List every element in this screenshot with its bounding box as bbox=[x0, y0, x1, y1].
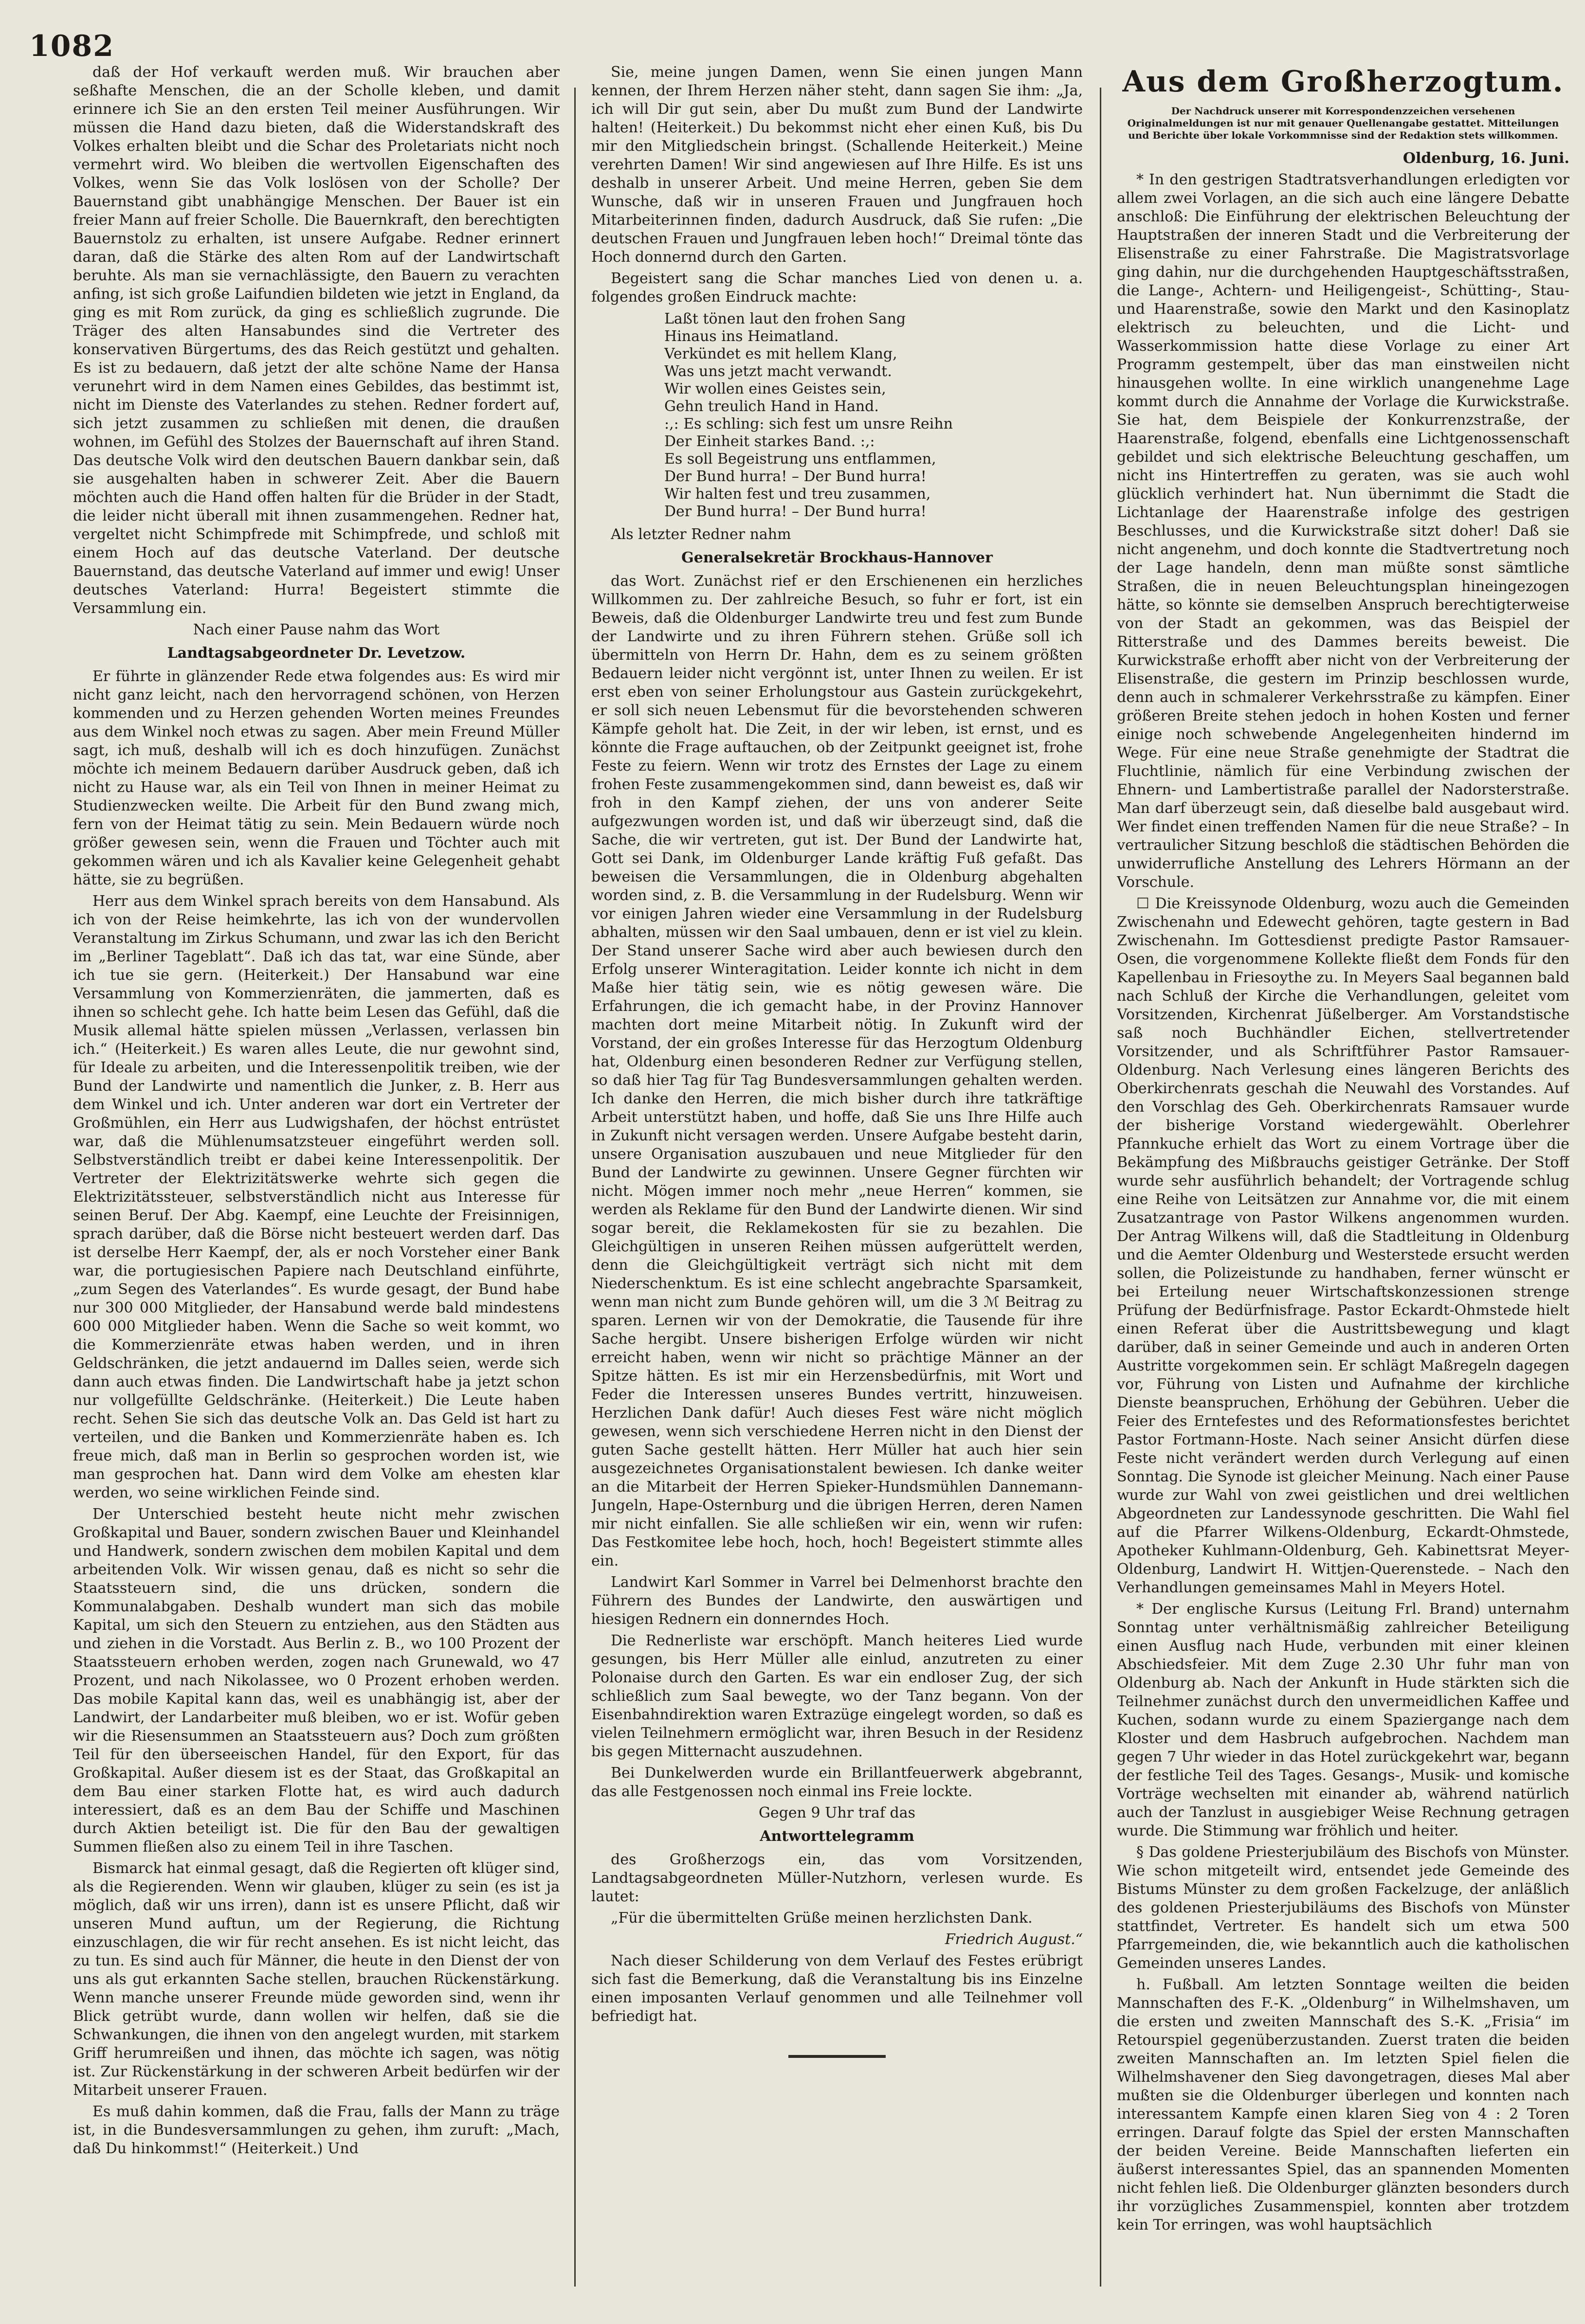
article-paragraph: Nach einer Pause nahm das Wort bbox=[193, 621, 440, 638]
news-item: * In den gestrigen Stadtratsverhandlungen erledigten vor allem zwei Vorlagen, an die sich auch eine längere Debatte anschloß: Die Einführung der elektrischen Beleuchtung der Hauptstraßen der inneren Stadt und die Verbreiterung der Elisenstraße zu einer Fahrstraße. Die Magistratsvorlage ging dahin, nur die durchgehenden Hauptgeschäftsstraßen, die Lange-, Achtern- und Heiligengeist-, Schütting-, Stau- und Haarenstraße, sowie den Markt und den Kasinoplatz elektrisch zu beleuchten, und die Licht- und Wasserkommission hatte diese Vorlage zu einer Art Programm gestempelt, über das man einstweilen nicht hinausgehen wollte. In eine wirklich unangenehme Lage kommt durch die Annahme der Vorlage die Kurwickstraße. Sie hat, dem Beispiele der Konkurrenzstraße, der Haarenstraße, folgend, ebenfalls eine Lichtgenossenschaft gebildet und sich elektrische Beleuchtung geschaffen, um nicht ins Hintertreffen zu geraten, was sie auch wohl glücklich verhindert hat. Nun übernimmt die Stadt die Lichtanlage der Haarenstraße infolge des gestrigen Beschlusses, und die Kurwickstraße sitzt doher! Daß sie nicht angenehm, und doch konnte die Stadtvertretung noch der Lage handeln, denn man müßte sonst sämtliche Straßen, die in neuen Beleuchtungsplan hineingezogen hätte, so könnte sie demselben Anspruch berechtigterweise von der Stadt an gekommen, was das Beispiel der Ritterstraße und des Dammes bereits beweist. Die Kurwickstraße erhofft aber nicht von der Verbreiterung der Elisenstraße, die gestern im Prinzip beschlossen wurde, denn auch in schmalerer Verkehrsstraße zu kämpfen. Einer größeren Breite stehen jedoch in hohen Kosten und ferner einige noch schwebende Angelegenheiten hindernd im Wege. Für eine neue Straße genehmigte der Stadtrat die Fluchtlinie, nämlich für eine Verbindung zwischen der Ehnern- und Lambertistraße parallel der Nadorsterstraße. Man darf überzeugt sein, daß dieselbe bald ausgebaut wird. Wer findet einen treffenden Namen für die neue Straße? – In vertraulicher Sitzung beschloß die städtischen Behörden die unwiderrufliche Anstellung des Lehrers Hörmann an der Vorschule. bbox=[1117, 171, 1569, 891]
article-paragraph: Der Unterschied besteht heute nicht mehr zwischen Großkapital und Bauer, sondern zwischen Bauer und Kleinhandel und Handwerk, sondern zwischen dem mobilen Kapital und dem arbeitenden Volk. Wir wissen genau, daß es nicht so sehr die Staatssteuern sind, die uns drücken, sondern die Kommunalabgaben. Deshalb wundert man sich das mobile Kapital, um sich den Steuern zu entziehen, aus den Städten aus und ziehen in die Vorstadt. Aus Berlin z. B., wo 100 Prozent der Staatssteuern erhoben werden, zogen nach Grunewald, wo 47 Prozent, und nach Nikolassee, wo 0 Prozent erhoben werden. Das mobile Kapital kann das, weil es unabhängig ist, aber der Landwirt, der Landarbeiter muß bleiben, wo er ist. Wofür geben wir die Riesensummen an Staatssteuern aus? Doch zum größten Teil für den überseeischen Handel, für den Export, für das Großkapital. Außer diesem ist es der Staat, das Großkapital an dem Bau einer starken Flotte hat, es wird auch dadurch interessiert, daß es an dem Bau der Schiffe und Maschinen durch Aktien beteiligt ist. Die für den Bau der gewaltigen Summen fließen also zu einem Teil in ihre Taschen. bbox=[73, 1506, 560, 1856]
news-item: h. Fußball. Am letzten Sonntage weilten die beiden Mannschaften des F.-K. „Oldenburg“ in Wilhelmshaven, um die ersten und zweiten Mannschaft des S.-K. „Frisia“ im Retourspiel gegenüberzustanden. Zuerst traten die beiden zweiten Mannschaften an. Im letzten Spiel fielen die Wilhelmshavener den Sieg davongetragen, dieses Mal aber mußten sie die Oldenburger überlegen und konnten nach interessantem Kampfe einen klaren Sieg von 4 : 2 Toren erringen. Darauf folgte das Spiel der ersten Mannschaften der beiden Vereine. Beide Mannschaften lieferten ein äußerst interessantes Spiel, das an spannenden Momenten nicht fehlen ließ. Die Oldenburger glänzten besonders durch ihr vorzügliches Zusammenspiel, konnten aber trotzdem kein Tor erringen, was wohl hauptsächlich bbox=[1117, 1976, 1569, 2234]
song-lyrics bbox=[591, 310, 1083, 521]
song-line: Wir wollen eines Geistes sein, bbox=[664, 380, 886, 397]
telegram-signature: Friedrich August.“ bbox=[945, 1931, 1083, 1948]
closing-paragraph: Nach dieser Schilderung von dem Verlauf des Festes erübrigt sich fast die Bemerkung, daß die Veranstaltung bis ins Einzelne einen imposanten Verlauf genommen und alle Teilnehmer voll befriedigt hat. bbox=[591, 1952, 1083, 2025]
telegram-intro: des Großherzogs ein, das vom Vorsitzenden, Landtagsabgeordneten Müller-Nutzhorn, verlesen wurde. Es lautet: bbox=[591, 1851, 1083, 1905]
song-line: Gehn treulich Hand in Hand. bbox=[664, 398, 879, 415]
song-line: Hinaus ins Heimatland. bbox=[664, 328, 839, 345]
article-paragraph: Bei Dunkelwerden wurde ein Brillantfeuerwerk abgebrannt, das alle Festgenossen noch einmal ins Freie lockte. bbox=[591, 1765, 1083, 1800]
song-line: Wir halten fest und treu zusammen, bbox=[664, 486, 931, 503]
section-subheading: Landtagsabgeordneter Dr. Levetzow. bbox=[167, 645, 466, 662]
news-item: § Das goldene Priesterjubiläum des Bischofs von Münster. Wie schon mitgeteilt wird, entsendet jede Gemeinde des Bistums Münster zu dem großen Fackelzuge, der anläßlich des goldenen Priesterjubiläums des Bischofs von Münster stattfindet, Vertreter. Es handelt sich um etwa 500 Pfarrgemeinden, die, wie bekanntlich auch die katholischen Gemeinden unseres Landes. bbox=[1117, 1844, 1569, 1972]
article-paragraph: Gegen 9 Uhr traf das bbox=[758, 1804, 916, 1821]
section-masthead: Aus dem Großherzogtum. bbox=[1122, 65, 1564, 99]
song-line: Verkündet es mit hellem Klang, bbox=[664, 345, 897, 362]
article-paragraph: Landwirt Karl Sommer in Varrel bei Delmenhorst brachte den Führern des Bundes der Landwirte, den auswärtigen und hiesigen Rednern ein donnerndes Hoch. bbox=[591, 1574, 1083, 1628]
song-line: Der Bund hurra! – Der Bund hurra! bbox=[664, 468, 927, 485]
telegram-text: „Für die übermittelten Grüße meinen herzlichsten Dank. bbox=[611, 1910, 1033, 1927]
song-line: Es soll Begeistrung uns entflammen, bbox=[664, 450, 936, 468]
reprint-notice: Der Nachdruck unserer mit Korrespondenzzeichen versehenen Originalmeldungen ist nur mit genauer Quellenangabe gestattet. Mitteilungen und Berichte über lokale Vorkommnisse sind der Redaktion stets willkommen. bbox=[1127, 105, 1559, 141]
song-line: Der Einheit starkes Band. :,: bbox=[664, 433, 875, 450]
article-paragraph: Begeistert sang die Schar manches Lied von denen u. a. folgendes großen Eindruck machte: bbox=[591, 270, 1083, 306]
article-paragraph: Die Rednerliste war erschöpft. Manch heiteres Lied wurde gesungen, bis Herr Müller alle einlud, anzutreten zu einer Polonaise durch den Garten. Es war ein endloser Zug, der sich schließlich zum Saal bewegte, wo der Tanz begann. Von der Eisenbahndirektion waren Extrazüge eingelegt worden, so daß es vielen Teilnehmern ermöglicht war, ihren Besuch in der Residenz bis gegen Mitternacht auszudehnen. bbox=[591, 1632, 1083, 1760]
telegram-heading: Antworttelegramm bbox=[760, 1828, 914, 1845]
article-paragraph: daß der Hof verkauft werden muß. Wir brauchen aber seßhafte Menschen, die an der Scholle kleben, und damit erinnere ich Sie an den ersten Teil meiner Ausführungen. Wir müssen die Hand dazu bieten, daß die Widerstandskraft des Volkes erhalten bleibt und die Schar des Proletariats nicht noch vermehrt wird. Wo bleiben die wertvollen Eigenschaften des Volkes, wenn Sie das Volk loslösen von der Scholle? Der Bauernstand gibt unabhängige Menschen. Der Bauer ist ein freier Mann auf freier Scholle. Die Bauernkraft, den berechtigten Bauernstolz zu erhalten, ist unsere Aufgabe. Redner erinnert daran, daß die Stärke des alten Rom auf der Landwirtschaft beruhte. Als man sie vernachlässigte, den Bauern zu verachten anfing, ist sich große Laifundien bildeten wie jetzt in England, da ging es mit Rom zurück, da ging es schließlich zugrunde. Die Träger des alten Hansabundes sind die Vertreter des konservativen Bürgertums, des das Reich gestützt und gehalten. Es ist zu bedauern, daß jetzt der alte schöne Name der Hansa verunehrt wird in dem Namen eines Gebildes, das bestimmt ist, nicht im Dienste des Vaterlandes zu stehen. Redner fordert auf, sich jetzt zusammen zu schließen mit denen, die draußen wohnen, im Gefühl des Stolzes der Bauernschaft auf ihren Stand. Das deutsche Volk wird den deutschen Bauern dankbar sein, daß sie ausgehalten haben in schwerer Zeit. Aber die Bauern möchten auch die Hand offen halten für die Brüder in der Stadt, die leider nicht überall mit ihnen zusammengehen. Redner hat, vergeltet nicht Schimpfrede mit Schimpfrede, und schloß mit einem Hoch auf das deutsche Vaterland. Der deutsche Bauernstand, das deutsche Vaterland auf immer und ewig! Unser deutsches Vaterland: Hurra! Begeistert stimmte die Versammlung ein. bbox=[73, 64, 560, 617]
article-paragraph: das Wort. Zunächst rief er den Erschienenen ein herzliches Willkommen zu. Der zahlreiche Besuch, so fuhr er fort, ist ein Beweis, daß die Oldenburger Landwirte treu und fest zum Bunde der Landwirte und zu ihren Führern stehen. Grüße soll ich übermitteln von Herrn Dr. Hahn, dem es zu seinem größten Bedauern leider nicht vergönnt ist, unter Ihnen zu weilen. Er ist erst eben von seiner Erholungstour aus Gastein zurückgekehrt, er soll sich neuen Lebensmut für die bevorstehenden schweren Kämpfe geholt hat. Die Zeit, in der wir leben, ist ernst, und es könnte die Frage auftauchen, ob der Zeitpunkt geeignet ist, frohe Feste zu feiern. Wenn wir trotz des Ernstes der Lage zu einem frohen Feste zusammengekommen sind, dann beweist es, daß wir froh in den Kampf ziehen, der uns von anderer Seite aufgezwungen worden ist, und daß wir überzeugt sind, daß die Sache, die wir vertreten, gut ist. Der Bund der Landwirte hat, Gott sei Dank, im Oldenburger Lande kräftig Fuß gefaßt. Das beweisen die Versammlungen, die in Oldenburg abgehalten worden sind, z. B. die Versammlung in der Rudelsburg. Wenn wir vor einigen Jahren wieder eine Versammlung in der Rudelsburg abhalten, müssen wir den Saal umbauen, denn er ist viel zu klein. Der Stand unserer Sache wird aber auch bewiesen durch den Erfolg unserer Winteragitation. Leider konnte ich nicht in dem Maße hier tätig sein, wie es nötig gewesen wäre. Die Erfahrungen, die ich gemacht habe, in der Provinz Hannover machten dort meine Mitarbeit nötig. In Zukunft wird der Vorstand, der ein großes Interesse für das Herzogtum Oldenburg hat, Oldenburg einen besonderen Redner zur Verfügung stellen, so daß hier Tag für Tag Bundesversammlungen gehalten werden. Ich danke den Herren, die mich bisher durch ihre tatkräftige Arbeit unterstützt haben, und hoffe, daß Sie uns Ihre Hilfe auch in Zukunft nicht versagen werden. Unsere Aufgabe besteht darin, unsere Organisation auszubauen und neue Mitglieder für den Bund der Landwirte zu gewinnen. Unsere Gegner fürchten wir nicht. Mögen immer noch mehr „neue Herren“ kommen, sie werden als Reklame für den Bund der Landwirte dienen. Wir sind sogar bereit, die Reklamekosten für sie zu bezahlen. Die Gleichgültigen in unseren Reihen müssen aufgerüttelt werden, denn die Gleichgültigkeit verträgt sich nicht mit dem Niederschenktum. Es ist eine schlecht angebrachte Sparsamkeit, wenn man nicht zum Bunde gehören will, um die 3 ℳ Beitrag zu sparen. Lernen wir von der Demokratie, die Tausende für ihre Sache hergibt. Unsere bisherigen Erfolge würden wir nicht erreicht haben, wenn wir nicht so prächtige Männer an der Spitze hätten. Es ist mir ein Herzensbedürfnis, mit Wort und Feder die Interessen unseres Bundes vertritt, hinzuweisen. Herzlichen Dank dafür! Auch dieses Fest wäre nicht möglich gewesen, wenn sich verschiedene Herren nicht in den Dienst der guten Sache gestellt hätten. Herr Müller hat auch hier sein ausgezeichnetes Organisationstalent bewiesen. Ich danke weiter an die Mitarbeit der Herren Spieker-Hundsmühlen Dannemann-Jungeln, Hape-Osternburg und die übrigen Herren, deren Namen mir nicht einfallen. Sie alle schließen wir ein, wenn wir rufen: Das Festkomitee lebe hoch, hoch, hoch! Begeistert stimmte alles ein. bbox=[591, 573, 1083, 1569]
column-1 bbox=[73, 63, 560, 2282]
speaker-intro: Als letzter Redner nahm bbox=[611, 526, 791, 543]
section-divider bbox=[788, 2055, 886, 2058]
song-line: Der Bund hurra! – Der Bund hurra! bbox=[664, 503, 927, 520]
dateline: Oldenburg, 16. Juni. bbox=[1403, 150, 1569, 167]
speaker-name: Generalsekretär Brockhaus-Hannover bbox=[681, 549, 993, 566]
column-divider bbox=[574, 88, 576, 2287]
article-paragraph: Er führte in glänzender Rede etwa folgendes aus: Es wird mir nicht ganz leicht, nach den hervorragend schönen, von Herzen kommenden und zu Herzen gehenden Worten meines Freundes aus dem Winkel noch etwas zu sagen. Aber mein Freund Müller sagt, ich muß, deshalb will ich es doch hinzufügen. Zunächst möchte ich meinem Bedauern darüber Ausdruck geben, daß ich nicht zu Hause war, als ein Teil von Ihnen in meiner Heimat zu Studienzwecken weilte. Die Arbeit für den Bund zwang mich, fern von der Heimat tätig zu sein. Mein Bedauern würde noch größer gewesen sein, wenn die Frauen und Töchter auch mit gekommen wären und ich als Kavalier keine Gelegenheit gehabt hätte, sie zu begrüßen. bbox=[73, 668, 560, 888]
newspaper-page bbox=[54, 29, 1569, 2296]
song-line: :,: Es schling: sich fest um unsre Reihn bbox=[664, 415, 953, 432]
column-3 bbox=[1117, 63, 1569, 2282]
article-paragraph: Bismarck hat einmal gesagt, daß die Regierten oft klüger sind, als die Regierenden. Wenn wir glauben, klüger zu sein (es ist ja möglich, daß wir uns irren), dann ist es unsere Pflicht, daß wir unseren Mund auftun, um der Regierung, die Richtung einzuschlagen, die wir für recht ansehen. Es ist nicht leicht, das zu tun. Es sind auch für Männer, die heute in den Dienst der von uns als gut erkannten Sache stellen, brauchen Rückenstärkung. Wenn manche unserer Freunde müde geworden sind, wenn ihr Blick getrübt wurde, dann wollen wir helfen, daß sie die Schwankungen, die ihnen von den angelegt wurden, mit starkem Griff herumreißen und ihnen, das möchte ich sagen, was nötig ist. Zur Rückenstärkung in der schweren Arbeit bedürfen wir der Mitarbeit unserer Frauen. bbox=[73, 1860, 560, 2099]
song-line: Was uns jetzt macht verwandt. bbox=[664, 363, 892, 380]
column-2 bbox=[591, 63, 1083, 2282]
page-number: 1082 bbox=[29, 29, 114, 63]
article-paragraph: Sie, meine jungen Damen, wenn Sie einen jungen Mann kennen, der Ihrem Herzen näher steht, dann sagen Sie ihm: „Ja, ich will Dir gut sein, aber Du mußt zum Bund der Landwirte halten! (Heiterkeit.) Du bekommst nicht eher einen Kuß, bis Du mir den Mitgliedschein bringst. (Schallende Heiterkeit.) Meine verehrten Damen! Wir sind angewiesen auf Ihre Hilfe. Es ist uns deshalb in unserer Arbeit. Und meine Herren, geben Sie dem Wunsche, daß wir in unseren Frauen und Jungfrauen hoch Mitarbeiterinnen finden, dadurch Ausdruck, daß Sie rufen: „Die deutschen Frauen und Jungfrauen leben hoch!“ Dreimal tönte das Hoch donnernd durch den Garten. bbox=[591, 64, 1083, 266]
news-item: * Der englische Kursus (Leitung Frl. Brand) unternahm Sonntag unter verhältnismäßig zahlreicher Beteiligung einen Ausflug nach Hude, verbunden mit einer kleinen Abschiedsfeier. Mit dem Zuge 2.30 Uhr fuhr man von Oldenburg ab. Nach der Ankunft in Hude stärkten sich die Teilnehmer zunächst durch den unvermeidlichen Kaffee und Kuchen, sodann wurde zu einem Spaziergange nach dem Kloster und dem Hasbruch aufgebrochen. Nachdem man gegen 7 Uhr wieder in das Hotel zurückgekehrt war, begann der festliche Teil des Tages. Gesangs-, Musik- und komische Vorträge wechselten mit einander ab, während natürlich auch der Tanzlust in ausgiebiger Weise Rechnung getragen wurde. Die Stimmung war fröhlich und heiter. bbox=[1117, 1601, 1569, 1839]
song-line: Laßt tönen laut den frohen Sang bbox=[664, 310, 906, 327]
article-paragraph: Herr aus dem Winkel sprach bereits von dem Hansabund. Als ich von der Reise heimkehrte, las ich von der wundervollen Veranstaltung im Zirkus Schumann, und zwar las ich den Bericht im „Berliner Tageblatt“. Daß ich das tat, war eine Sünde, aber ich tue sie gern. (Heiterkeit.) Der Hansabund war eine Versammlung von Kommerzienräten, die jammerten, daß es ihnen so schlecht gehe. Ich hatte beim Lesen das Gefühl, daß die Musik allemal hätte spielen müssen „Verlassen, verlassen bin ich.“ (Heiterkeit.) Es waren alles Leute, die nur gewohnt sind, für Ideale zu arbeiten, und die Interessenpolitik treiben, wie der Bund der Landwirte und namentlich die Junker, z. B. Herr aus dem Winkel und ich. Unter anderen war dort ein Vertreter der Großmühlen, ein Herr aus Ludwigshafen, der höchst entrüstet war, daß die Mühlenumsatzsteuer eingeführt werden soll. Selbstverständlich treibt er dabei keine Interessenpolitik. Der Vertreter der Elektrizitätswerke wehrte sich gegen die Elektrizitätssteuer, selbstverständlich nicht aus Interesse für seinen Beruf. Der Abg. Kaempf, eine Leuchte der Freisinnigen, sprach darüber, daß die Börse nicht besteuert werden darf. Das ist derselbe Herr Kaempf, der, als er noch Vorsteher einer Bank war, die portugiesischen Papiere nach Deutschland einführte, „zum Segen des Vaterlandes“. Es wurde gesagt, der Bund habe nur 300 000 Mitglieder, der Hansabund werde bald mindestens 600 000 Mitglieder haben. Wenn die Sache so weit kommt, wo die Kommerzienräte etwas haben werden, und in ihren Geldschränken, die jetzt andauernd im Dalles seien, werde sich dann auch etwas finden. Die Landwirtschaft habe ja jetzt schon nur vollgefüllte Geldschränke. (Heiterkeit.) Die Leute haben recht. Sehen Sie sich das deutsche Volk an. Das Geld ist hart zu verteilen, und die Banken und Kommerzienräte haben es. Ich freue mich, daß man in Berlin so gesprochen worden ist, wie man gesprochen hat. Dann wird dem Volke am ehesten klar werden, wo seine wirklichen Feinde sind. bbox=[73, 893, 560, 1501]
column-divider bbox=[1100, 88, 1101, 2287]
article-paragraph: Es muß dahin kommen, daß die Frau, falls der Mann zu träge ist, in die Bundesversammlungen zu gehen, ihm zuruft: „Mach, daß Du hinkommst!“ (Heiterkeit.) Und bbox=[73, 2103, 560, 2157]
news-item: ☐ Die Kreissynode Oldenburg, wozu auch die Gemeinden Zwischenahn und Edewecht gehören, tagte gestern in Bad Zwischenahn. Im Gottesdienst predigte Pastor Ramsauer-Osen, die vorgenommene Kollekte fließt dem Fonds für den Kapellenbau in Friesoythe zu. In Meyers Saal begannen bald nach Schluß der Kirche die Verhandlungen, geleitet vom Vorsitzenden, Kirchenrat Jüßelberger. Am Vorstandstische saß noch Buchhändler Eichen, stellvertretender Vorsitzender, und als Schriftführer Pastor Ramsauer-Oldenburg. Nach Verlesung eines längeren Berichts des Oberkirchenrats geschah die Neuwahl des Vorstandes. Auf den Vorschlag des Geh. Oberkirchenrats Ramsauer wurde der bisherige Vorstand wiedergewählt. Oberlehrer Pfannkuche erhielt das Wort zu einem Vortrage über die Bekämpfung des Mißbrauchs geistiger Getränke. Der Stoff wurde sehr ausführlich behandelt; der Vortragende schlug eine Reihe von Leitsätzen zur Annahme vor, die mit einem Zusatzantrage von Pastor Wilkens angenommen wurden. Der Antrag Wilkens will, daß die Stadtleitung in Oldenburg und die Aemter Oldenburg und Westerstede ersucht werden sollen, die Polizeistunde zu handhaben, ferner wünscht er bei Erteilung neuer Wirtschaftskonzessionen strenge Prüfung der Bedürfnisfrage. Pastor Eckardt-Ohmstede hielt einen Referat über die Austrittsbewegung und klagt darüber, daß in seiner Gemeinde und auch in anderen Orten Austritte vorgekommen sein. Er schlägt Maßregeln dagegen vor, Führung von Listen und Aufnahme der kirchliche Dienste beanspruchen, Erhöhung der Gebühren. Ueber die Feier des Erntefestes und des Reformationsfestes berichtet Pastor Fortmann-Hoste. Nach seiner Ansicht dürfen diese Feste nicht verändert werden durch Verlegung auf einen Sonntag. Die Synode ist gleicher Meinung. Nach einer Pause wurde zur Wahl von zwei geistlichen und drei weltlichen Abgeordneten zur Landessynode geschritten. Die Wahl fiel auf die Pfarrer Wilkens-Oldenburg, Eckardt-Ohmstede, Apotheker Kuhlmann-Oldenburg, Geh. Kabinettsrat Meyer-Oldenburg, Landwirt H. Wittjen-Querenstede. – Nach den Verhandlungen gemeinsames Mahl in Meyers Hotel. bbox=[1117, 895, 1569, 1596]
